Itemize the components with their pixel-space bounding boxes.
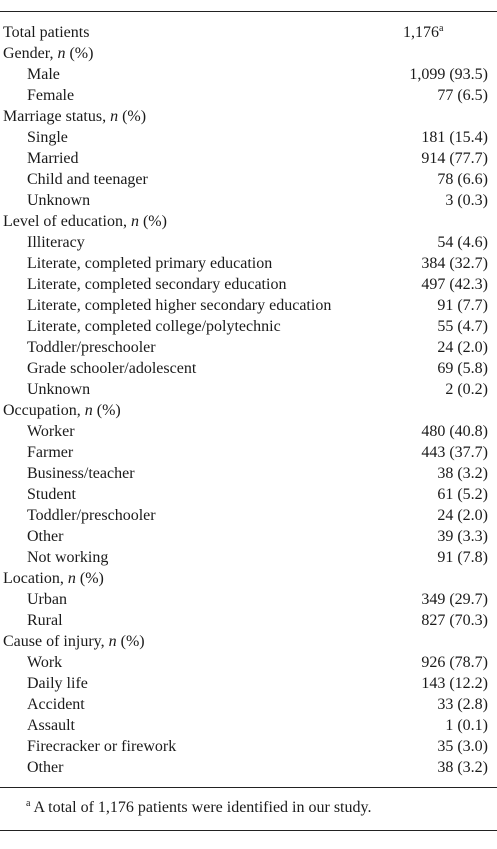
table-row: [0, 547, 497, 568]
row-label: [3, 22, 89, 43]
row-label-text: Rural: [27, 612, 63, 629]
row-label-text: Toddler/preschooler: [27, 507, 156, 524]
row-label-text: Location,: [3, 570, 68, 587]
section-header-label: [3, 106, 146, 127]
row-label-text: Total patients: [3, 24, 90, 41]
table-row: [0, 505, 497, 526]
row-label-text: Single: [27, 129, 68, 146]
row-value-text: 24 (2.0): [437, 507, 488, 524]
row-label-text: Level of education,: [3, 213, 131, 230]
row-value-text: 61 (5.2): [437, 486, 488, 503]
row-value: [437, 505, 488, 526]
table-row: [0, 337, 497, 358]
row-label: [27, 421, 75, 442]
row-value-text: 91 (7.8): [437, 549, 488, 566]
table-row: [0, 694, 497, 715]
row-value: [437, 337, 488, 358]
demographics-table: [0, 22, 497, 778]
table-row: [0, 316, 497, 337]
row-value: [421, 148, 488, 169]
row-label-text: Farmer: [27, 444, 74, 461]
row-label: [27, 463, 135, 484]
total-row: [0, 22, 497, 43]
row-label: [27, 127, 68, 148]
row-value: [421, 589, 488, 610]
row-value-text: 3 (0.3): [445, 192, 488, 209]
table-top-rule: [0, 11, 497, 12]
section-header-label: [3, 211, 167, 232]
count-symbol: n: [108, 633, 117, 650]
count-symbol: n: [57, 45, 66, 62]
row-value-text: 349 (29.7): [421, 591, 488, 608]
row-label: [27, 190, 90, 211]
row-value: [421, 421, 488, 442]
row-value-text: 1,099 (93.5): [409, 66, 488, 83]
row-value-text: 78 (6.6): [437, 171, 488, 188]
row-label: [27, 526, 63, 547]
row-value-text: 926 (78.7): [421, 654, 488, 671]
row-label-text: Work: [27, 654, 63, 671]
row-label: [27, 589, 67, 610]
table-row: [0, 64, 497, 85]
row-value: [437, 694, 488, 715]
row-label: [27, 337, 156, 358]
row-label-text: Urban: [27, 591, 67, 608]
row-label-text: Occupation,: [3, 402, 85, 419]
row-value: [421, 127, 488, 148]
row-label-text: Not working: [27, 549, 109, 566]
table-row: [0, 463, 497, 484]
row-value-text: 443 (37.7): [421, 444, 488, 461]
row-label-text: Male: [27, 66, 60, 83]
table-footnote: [26, 797, 371, 821]
table-row: [0, 253, 497, 274]
row-label: [27, 736, 176, 757]
row-value-text: 143 (12.2): [421, 675, 488, 692]
table-row: [0, 274, 497, 295]
count-symbol: n: [67, 570, 76, 587]
row-label-text: Other: [27, 528, 64, 545]
row-value: [437, 295, 488, 316]
section-header-row: [0, 106, 497, 127]
table-row: [0, 232, 497, 253]
row-value: [437, 463, 488, 484]
table-row: [0, 757, 497, 778]
row-label: [27, 148, 79, 169]
row-value-text: 39 (3.3): [437, 528, 488, 545]
row-label: [27, 652, 62, 673]
footnote-bottom-rule: [0, 830, 497, 831]
row-value-text: 38 (3.2): [437, 759, 488, 776]
row-value: [445, 715, 488, 736]
row-label: [27, 85, 74, 106]
row-value: [421, 442, 488, 463]
section-header-row: [0, 211, 497, 232]
table-row: [0, 379, 497, 400]
section-header-row: [0, 43, 497, 64]
row-label: [27, 484, 76, 505]
table-row: [0, 169, 497, 190]
row-value-text: 1 (0.1): [445, 717, 488, 734]
row-label-text: Literate, completed secondary education: [27, 276, 287, 293]
row-value-text: 480 (40.8): [421, 423, 488, 440]
table-row: [0, 85, 497, 106]
row-label: [27, 694, 85, 715]
row-value-text: 24 (2.0): [437, 339, 488, 356]
row-label: [27, 673, 88, 694]
section-header-label: [3, 400, 121, 421]
row-label-text: Grade schooler/adolescent: [27, 360, 197, 377]
row-label-text: Toddler/preschooler: [27, 339, 156, 356]
row-value: [421, 253, 488, 274]
row-label-text: Business/teacher: [27, 465, 135, 482]
row-label: [27, 253, 272, 274]
table-row: [0, 610, 497, 631]
table-row: [0, 421, 497, 442]
row-label-text: Female: [27, 87, 75, 104]
row-value-text: 77 (6.5): [437, 87, 488, 104]
row-value: [421, 610, 488, 631]
row-value-text: 914 (77.7): [421, 150, 488, 167]
row-label-text: Other: [27, 759, 64, 776]
row-label: [27, 442, 73, 463]
footnote-marker: a: [26, 798, 31, 809]
table-row: [0, 673, 497, 694]
count-symbol: n: [130, 213, 139, 230]
section-header-row: [0, 568, 497, 589]
row-value-text: 33 (2.8): [437, 696, 488, 713]
row-label-text: Daily life: [27, 675, 88, 692]
row-value: [437, 358, 488, 379]
row-label: [27, 232, 85, 253]
row-value-text: 1,176: [403, 24, 439, 41]
row-value: [421, 652, 488, 673]
row-label: [27, 358, 196, 379]
table-row: [0, 526, 497, 547]
row-label-text: Accident: [27, 696, 85, 713]
table-row: [0, 190, 497, 211]
row-label-text: Literate, completed primary education: [27, 255, 273, 272]
row-label-text: Student: [27, 486, 76, 503]
row-value: [421, 274, 488, 295]
row-label: [27, 715, 75, 736]
row-value: [437, 484, 488, 505]
row-value: [403, 22, 443, 45]
row-value-text: 2 (0.2): [445, 381, 488, 398]
row-value-text: 497 (42.3): [421, 276, 488, 293]
row-label-text: Cause of injury,: [3, 633, 109, 650]
section-header-label: [3, 43, 93, 64]
row-value: [437, 232, 488, 253]
row-label: [27, 610, 63, 631]
table-row: [0, 589, 497, 610]
section-header-label: [3, 631, 145, 652]
row-value-text: 827 (70.3): [421, 612, 488, 629]
count-symbol: n: [84, 402, 93, 419]
row-value-text: 91 (7.7): [437, 297, 488, 314]
section-header-row: [0, 400, 497, 421]
footnote-marker: a: [439, 23, 444, 34]
row-label: [27, 505, 156, 526]
row-value: [445, 190, 488, 211]
table-bottom-rule: [0, 787, 497, 788]
row-label: [27, 274, 286, 295]
row-value-text: 69 (5.8): [437, 360, 488, 377]
row-label-text: Unknown: [27, 192, 91, 209]
row-value-text: 55 (4.7): [437, 318, 488, 335]
row-value: [437, 85, 488, 106]
table-row: [0, 358, 497, 379]
row-value: [437, 316, 488, 337]
table-row: [0, 652, 497, 673]
row-label-text: Marriage status,: [3, 108, 111, 125]
row-label-text: Worker: [27, 423, 75, 440]
row-label-text: Literate, completed higher secondary education: [27, 297, 332, 314]
row-label-text: Assault: [27, 717, 75, 734]
percent-suffix: (%): [138, 213, 167, 230]
table-row: [0, 442, 497, 463]
row-value-text: 181 (15.4): [421, 129, 488, 146]
row-label: [27, 757, 63, 778]
table-row: [0, 148, 497, 169]
section-header-label: [3, 568, 104, 589]
count-symbol: n: [110, 108, 119, 125]
table-row: [0, 127, 497, 148]
percent-suffix: (%): [92, 402, 121, 419]
row-value: [437, 169, 488, 190]
row-label: [27, 379, 90, 400]
row-value: [445, 379, 488, 400]
row-label-text: Literate, completed college/polytechnic: [27, 318, 281, 335]
section-header-row: [0, 631, 497, 652]
row-value: [437, 526, 488, 547]
row-value: [437, 757, 488, 778]
table-row: [0, 715, 497, 736]
row-value-text: 35 (3.0): [437, 738, 488, 755]
row-value: [437, 547, 488, 568]
row-label-text: Firecracker or firework: [27, 738, 177, 755]
row-label-text: Gender,: [3, 45, 58, 62]
row-label: [27, 316, 281, 337]
percent-suffix: (%): [75, 570, 104, 587]
row-label-text: Unknown: [27, 381, 91, 398]
table-row: [0, 736, 497, 757]
percent-suffix: (%): [65, 45, 94, 62]
row-value-text: 38 (3.2): [437, 465, 488, 482]
table-row: [0, 295, 497, 316]
row-value: [437, 736, 488, 757]
row-label-text: Child and teenager: [27, 171, 148, 188]
percent-suffix: (%): [118, 108, 147, 125]
row-value-text: 384 (32.7): [421, 255, 488, 272]
row-label-text: Illiteracy: [27, 234, 85, 251]
row-value: [421, 673, 488, 694]
row-label-text: Married: [27, 150, 79, 167]
row-label: [27, 547, 108, 568]
row-label: [27, 64, 60, 85]
row-value-text: 54 (4.6): [437, 234, 488, 251]
row-label: [27, 295, 331, 316]
table-row: [0, 484, 497, 505]
percent-suffix: (%): [116, 633, 145, 650]
footnote-text: A total of 1,176 patients were identified in our study.: [33, 799, 372, 816]
row-label: [27, 169, 148, 190]
row-value: [409, 64, 488, 85]
